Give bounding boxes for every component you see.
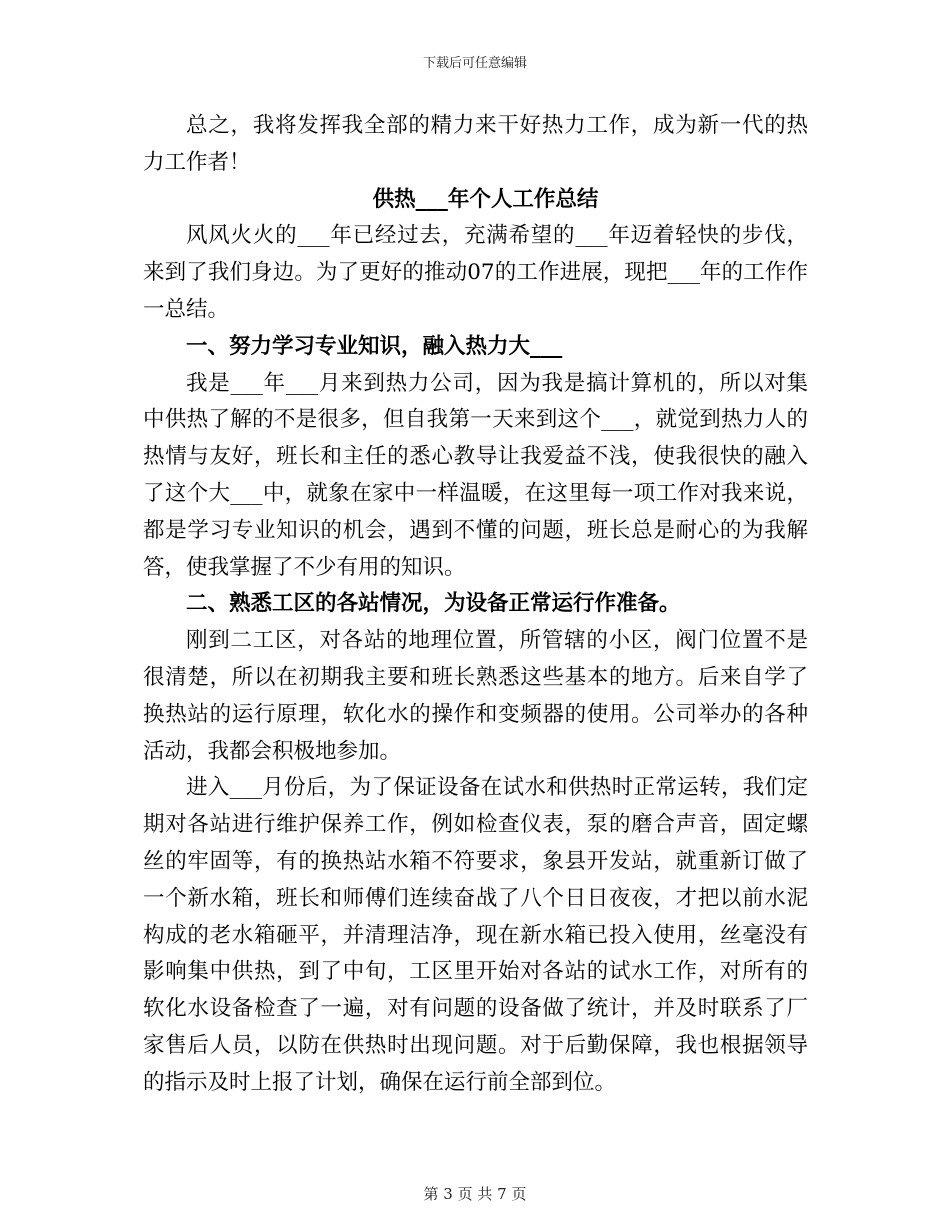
section-heading-1: 一、努力学习专业知识，融入热力大___ bbox=[186, 333, 563, 359]
intro-paragraph: 风风火火的___年已经过去，充满希望的___年迈着轻快的步伐，来到了我们身边。为了更好的推动07的工作进展，现把___年的工作作一总结。 bbox=[143, 223, 808, 322]
page-header: 下载后可任意编辑 bbox=[422, 56, 527, 71]
page-number: 第 3 页 共 7 页 bbox=[423, 1185, 527, 1203]
section-2-paragraph-2: 进入___月份后，为了保证设备在试水和供热时正常运转，我们定期对各站进行维护保养工作，例如检查仪表，泵的磨合声音，固定螺丝的牢固等，有的换热站水箱不符要求，象县开发站，就重新订做了一个新水箱，班长和师傅们连续奋战了八个日日夜夜，才把以前水泥构成的老水箱砸平，并清理洁净，现在新水箱已投入使用，丝毫没有影响集中供热，到了中旬，工区里开始对各站的试水工作，对所有的软化水设备检查了一遍，对有问题的设备做了统计，并及时联系了厂家售后人员，以防在供热时出现问题。对于后勤保障，我也根据领导的指示及时上报了计划，确保在运行前全部到位。 bbox=[143, 775, 808, 1095]
section-2-paragraph-1: 刚到二工区，对各站的地理位置，所管辖的小区，阀门位置不是很清楚，所以在初期我主要和班长熟悉这些基本的地方。后来自学了换热站的运行原理，软化水的操作和变频器的使用。公司举办的各种活动，我都会积极地参加。 bbox=[143, 628, 808, 764]
section-1-paragraph: 我是___年___月来到热力公司，因为我是搞计算机的，所以对集中供热了解的不是很多，但自我第一天来到这个___，就觉到热力人的热情与友好，班长和主任的悉心教导让我爱益不浅，使我很快的融入了这个大___中，就象在家中一样温暖，在这里每一项工作对我来说，都是学习专业知识的机会，遇到不懂的问题，班长总是耐心的为我解答，使我掌握了不少有用的知识。 bbox=[143, 370, 808, 580]
document-body bbox=[143, 108, 808, 1102]
section-heading-2: 二、熟悉工区的各站情况，为设备正常运行作准备。 bbox=[186, 591, 681, 617]
document-title: 供热___年个人工作总结 bbox=[372, 186, 599, 212]
closing-paragraph: 总之，我将发挥我全部的精力来干好热力工作，成为新一代的热力工作者！ bbox=[143, 113, 808, 175]
